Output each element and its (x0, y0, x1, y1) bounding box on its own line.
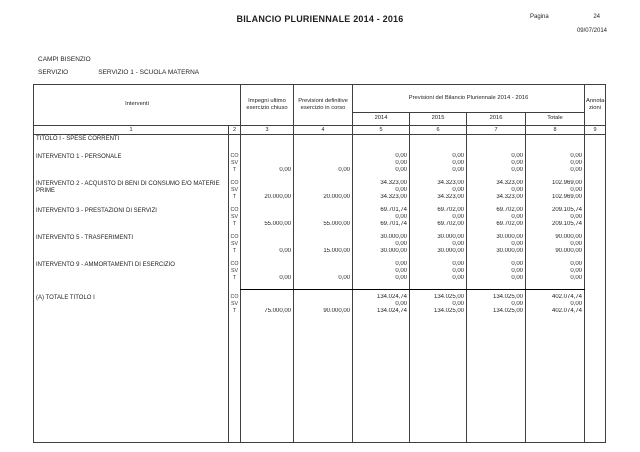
cell-impegni (241, 180, 294, 187)
cell-previsioni-definitive: 0,00 (294, 275, 353, 282)
table-body (34, 135, 606, 443)
row-label: INTERVENTO 1 - PERSONALE (34, 153, 229, 174)
cell-2014: 0,00 (353, 187, 410, 194)
servizio-label: SERVIZIO (38, 69, 69, 76)
column-number: 5 (353, 126, 410, 135)
cell-previsioni-definitive (294, 294, 353, 301)
cell-annotazioni (585, 194, 606, 201)
cell-impegni: 20.000,00 (241, 194, 294, 201)
cell-2015: 134.025,00 (410, 294, 467, 301)
header-anno-2014: 2014 (353, 113, 410, 126)
cell-annotazioni (585, 241, 606, 248)
cell-impegni (241, 241, 294, 248)
cell-annotazioni (585, 214, 606, 221)
cell-2015: 0,00 (410, 261, 467, 268)
cell-impegni: 75.000,00 (241, 308, 294, 315)
cell-2015: 34.323,00 (410, 180, 467, 187)
cell-2016: 0,00 (467, 241, 526, 248)
servizio-line (38, 69, 199, 76)
cell-impegni: 0,00 (241, 167, 294, 174)
cell-2016: 30.000,00 (467, 234, 526, 241)
cell-2015: 0,00 (410, 187, 467, 194)
empty-cell (294, 135, 353, 147)
header-annotazioni: Annota- zioni (585, 85, 606, 126)
servizio-value: SERVIZIO 1 - SCUOLA MATERNA (98, 69, 200, 76)
cell-2014: 0,00 (353, 241, 410, 248)
empty-cell (353, 135, 410, 147)
cell-totale: 0,00 (526, 261, 585, 268)
table-row (34, 180, 606, 187)
cell-annotazioni (585, 160, 606, 167)
empty-cell (526, 135, 585, 147)
cell-totale: 0,00 (526, 187, 585, 194)
row-label: INTERVENTO 3 - PRESTAZIONI DI SERVIZI (34, 207, 229, 228)
line-tag: T (229, 308, 241, 315)
cell-2014: 34.323,00 (353, 194, 410, 201)
cell-totale: 0,00 (526, 214, 585, 221)
cell-2014: 69.701,74 (353, 207, 410, 214)
cell-totale: 0,00 (526, 153, 585, 160)
cell-2016: 0,00 (467, 261, 526, 268)
line-tag: SV (229, 160, 241, 167)
cell-impegni (241, 301, 294, 308)
table-row (34, 153, 606, 160)
cell-2015: 0,00 (410, 275, 467, 282)
cell-previsioni-definitive (294, 301, 353, 308)
filler-cell (241, 321, 294, 443)
header-previsioni-definitive: Previsioni definitive esercizio in corso (294, 85, 353, 126)
cell-2014: 0,00 (353, 160, 410, 167)
cell-2014: 30.000,00 (353, 234, 410, 241)
cell-annotazioni (585, 180, 606, 187)
cell-previsioni-definitive (294, 207, 353, 214)
cell-2016: 34.323,00 (467, 180, 526, 187)
cell-2014: 134.024,74 (353, 294, 410, 301)
cell-2014: 30.000,00 (353, 248, 410, 255)
ente-name: CAMPI BISENZIO (38, 56, 91, 63)
cell-previsioni-definitive (294, 160, 353, 167)
cell-totale: 402.074,74 (526, 294, 585, 301)
cell-2016: 0,00 (467, 268, 526, 275)
cell-totale: 0,00 (526, 241, 585, 248)
column-number: 7 (467, 126, 526, 135)
column-number: 1 (34, 126, 229, 135)
cell-totale: 90.000,00 (526, 248, 585, 255)
cell-annotazioni (585, 234, 606, 241)
cell-2016: 134.025,00 (467, 294, 526, 301)
cell-2014: 34.323,00 (353, 180, 410, 187)
line-tag: T (229, 221, 241, 228)
cell-totale: 102.969,00 (526, 194, 585, 201)
cell-totale: 0,00 (526, 268, 585, 275)
header-impegni: Impegni ultimo esercizio chiuso (241, 85, 294, 126)
cell-2015: 0,00 (410, 301, 467, 308)
empty-cell (467, 135, 526, 147)
filler-cell (410, 321, 467, 443)
cell-2014: 134.024,74 (353, 308, 410, 315)
cell-impegni (241, 234, 294, 241)
cell-previsioni-definitive (294, 153, 353, 160)
line-tag: T (229, 248, 241, 255)
cell-totale: 0,00 (526, 275, 585, 282)
cell-impegni (241, 207, 294, 214)
cell-2016: 69.702,00 (467, 207, 526, 214)
cell-previsioni-definitive: 90.000,00 (294, 308, 353, 315)
cell-2014: 0,00 (353, 153, 410, 160)
column-number: 6 (410, 126, 467, 135)
cell-annotazioni (585, 308, 606, 315)
line-tag: CO (229, 294, 241, 301)
cell-annotazioni (585, 207, 606, 214)
page-reference (530, 14, 600, 20)
cell-2016: 0,00 (467, 301, 526, 308)
line-tag: SV (229, 268, 241, 275)
cell-2016: 0,00 (467, 153, 526, 160)
cell-totale: 90.000,00 (526, 234, 585, 241)
cell-2014: 69.701,74 (353, 221, 410, 228)
cell-previsioni-definitive (294, 261, 353, 268)
cell-annotazioni (585, 268, 606, 275)
cell-2015: 34.323,00 (410, 194, 467, 201)
line-tag: CO (229, 234, 241, 241)
filler-cell (229, 321, 241, 443)
document-date: 09/07/2014 (576, 28, 607, 34)
cell-annotazioni (585, 261, 606, 268)
cell-2016: 0,00 (467, 275, 526, 282)
cell-previsioni-definitive: 15.000,00 (294, 248, 353, 255)
cell-impegni: 0,00 (241, 275, 294, 282)
cell-2016: 134.025,00 (467, 308, 526, 315)
empty-cell (585, 135, 606, 147)
cell-2014: 0,00 (353, 167, 410, 174)
cell-2014: 0,00 (353, 214, 410, 221)
cell-previsioni-definitive: 20.000,00 (294, 194, 353, 201)
cell-2016: 30.000,00 (467, 248, 526, 255)
line-tag: SV (229, 214, 241, 221)
filler-cell (353, 321, 410, 443)
cell-impegni (241, 214, 294, 221)
column-number: 3 (241, 126, 294, 135)
line-tag: T (229, 275, 241, 282)
empty-cell (410, 135, 467, 147)
cell-2015: 69.702,00 (410, 207, 467, 214)
cell-totale: 209.105,74 (526, 207, 585, 214)
column-number: 9 (585, 126, 606, 135)
header-totale: Totale (526, 113, 585, 126)
cell-previsioni-definitive: 0,00 (294, 167, 353, 174)
cell-previsioni-definitive (294, 268, 353, 275)
page-label: Pagina (530, 14, 549, 20)
cell-2015: 0,00 (410, 214, 467, 221)
filler-cell (294, 321, 353, 443)
cell-2015: 0,00 (410, 153, 467, 160)
cell-2014: 0,00 (353, 275, 410, 282)
line-tag: SV (229, 241, 241, 248)
cell-annotazioni (585, 294, 606, 301)
cell-2016: 0,00 (467, 160, 526, 167)
cell-impegni (241, 160, 294, 167)
cell-totale: 402.074,74 (526, 308, 585, 315)
filler-cell (34, 321, 229, 443)
filler-cell (585, 321, 606, 443)
cell-2015: 0,00 (410, 160, 467, 167)
line-tag: CO (229, 207, 241, 214)
cell-2015: 0,00 (410, 241, 467, 248)
cell-previsioni-definitive (294, 180, 353, 187)
cell-impegni (241, 294, 294, 301)
table-header (34, 85, 606, 135)
row-label: INTERVENTO 9 - AMMORTAMENTI DI ESERCIZIO (34, 261, 229, 282)
cell-2014: 0,00 (353, 261, 410, 268)
cell-impegni (241, 268, 294, 275)
budget-table (33, 84, 606, 443)
line-tag: T (229, 194, 241, 201)
cell-2016: 0,00 (467, 187, 526, 194)
filler-cell (526, 321, 585, 443)
column-number: 2 (229, 126, 241, 135)
line-tag: CO (229, 153, 241, 160)
empty-cell (229, 135, 241, 147)
cell-previsioni-definitive: 55.000,00 (294, 221, 353, 228)
cell-2015: 30.000,00 (410, 248, 467, 255)
cell-2014: 0,00 (353, 268, 410, 275)
line-tag: SV (229, 301, 241, 308)
cell-totale: 209.105,74 (526, 221, 585, 228)
cell-2015: 69.702,00 (410, 221, 467, 228)
row-label: INTERVENTO 5 - TRASFERIMENTI (34, 234, 229, 255)
column-number: 8 (526, 126, 585, 135)
empty-cell (241, 135, 294, 147)
cell-annotazioni (585, 221, 606, 228)
page-title: BILANCIO PLURIENNALE 2014 - 2016 (236, 14, 404, 24)
cell-annotazioni (585, 301, 606, 308)
table-row (34, 207, 606, 214)
cell-previsioni-definitive (294, 241, 353, 248)
cell-totale: 0,00 (526, 160, 585, 167)
table-row-total (34, 294, 606, 301)
cell-impegni (241, 153, 294, 160)
cell-totale: 0,00 (526, 167, 585, 174)
cell-impegni (241, 187, 294, 194)
header-previsioni-pluriennale: Previsioni del Bilancio Pluriennale 2014 - 2016 (353, 85, 585, 113)
cell-impegni: 0,00 (241, 248, 294, 255)
table-row (34, 261, 606, 268)
cell-2015: 134.025,00 (410, 308, 467, 315)
filler-cell (467, 321, 526, 443)
cell-previsioni-definitive (294, 234, 353, 241)
cell-totale: 102.969,00 (526, 180, 585, 187)
cell-2016: 0,00 (467, 214, 526, 221)
cell-totale: 0,00 (526, 301, 585, 308)
cell-2015: 0,00 (410, 268, 467, 275)
cell-annotazioni (585, 275, 606, 282)
cell-2015: 30.000,00 (410, 234, 467, 241)
cell-previsioni-definitive (294, 214, 353, 221)
cell-impegni (241, 261, 294, 268)
cell-annotazioni (585, 187, 606, 194)
line-tag: SV (229, 187, 241, 194)
cell-2016: 0,00 (467, 167, 526, 174)
header-anno-2015: 2015 (410, 113, 467, 126)
header-interventi: Interventi (34, 85, 241, 126)
cell-impegni: 55.000,00 (241, 221, 294, 228)
cell-2016: 34.323,00 (467, 194, 526, 201)
line-tag: T (229, 167, 241, 174)
table-row-title (34, 135, 606, 147)
cell-2016: 69.702,00 (467, 221, 526, 228)
column-number: 4 (294, 126, 353, 135)
cell-previsioni-definitive (294, 187, 353, 194)
cell-annotazioni (585, 248, 606, 255)
cell-annotazioni (585, 167, 606, 174)
page-number: 24 (593, 14, 600, 20)
header-anno-2016: 2016 (467, 113, 526, 126)
line-tag: CO (229, 180, 241, 187)
row-label: (A) TOTALE TITOLO I (34, 294, 229, 315)
line-tag: CO (229, 261, 241, 268)
table-filler-row (34, 321, 606, 443)
row-label: INTERVENTO 2 - ACQUISTO DI BENI DI CONSUMO E/O MATERIE PRIME (34, 180, 229, 201)
cell-2015: 0,00 (410, 167, 467, 174)
row-label: TITOLO I - SPESE CORRENTI (34, 135, 229, 147)
table-row (34, 234, 606, 241)
cell-annotazioni (585, 153, 606, 160)
cell-2014: 0,00 (353, 301, 410, 308)
